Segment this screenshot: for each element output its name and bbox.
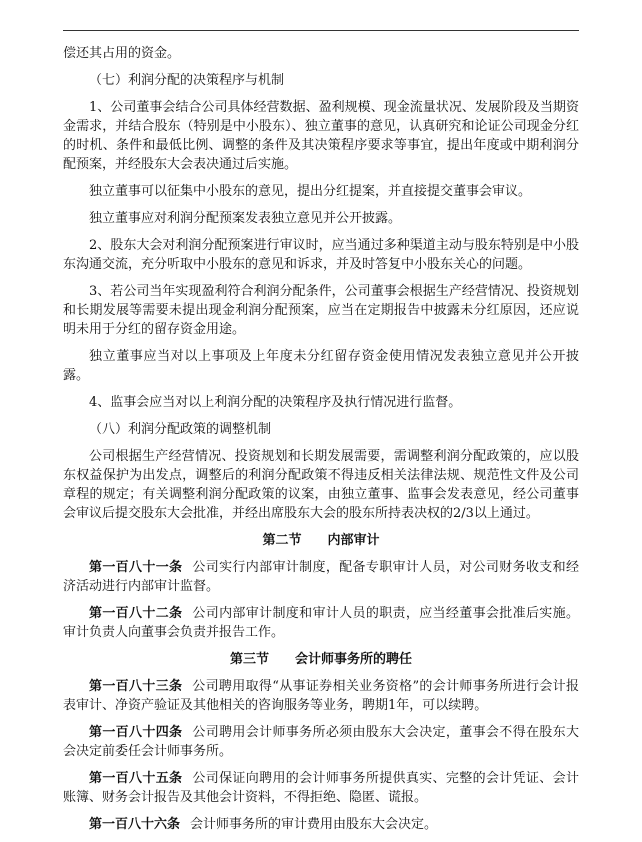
article-183 bbox=[63, 677, 579, 715]
article-181 bbox=[63, 558, 579, 596]
paragraph-item-3: 3、若公司当年实现盈利符合利润分配条件，公司董事会根据生产经营情况、投资规划和长期发展等需要未提出现金利润分配预案，应当在定期报告中披露未分红原因，还应说明未用于分红的留存资金用途。 bbox=[63, 284, 579, 337]
article-text: 公司聘用取得“从事证券相关业务资格”的会计师事务所进行会计报表审计、净资产验证及其他相关的咨询服务等业务，聘期1年，可以续聘。 bbox=[63, 679, 579, 713]
paragraph-item-1: 1、公司董事会结合公司具体经营数据、盈利规模、现金流量状况、发展阶段及当期资金需求，并结合股东（特别是中小股东）、独立董事的意见，认真研究和论证公司现金分红的时机、条件和最低比例、调整的条件及其决策程序要求等事宜，提出年度或中期利润分配预案，并经股东大会表决通过后实施。 bbox=[63, 100, 579, 172]
header-rule bbox=[63, 30, 579, 31]
paragraph-independent-director-opinion: 独立董事应对利润分配预案发表独立意见并公开披露。 bbox=[89, 211, 402, 226]
article-text: 公司聘用会计师事务所必须由股东大会决定，董事会不得在股东大会决定前委任会计师事务所。 bbox=[63, 725, 579, 759]
section-heading-accounting-firm bbox=[63, 650, 579, 669]
article-182 bbox=[63, 604, 579, 642]
article-186 bbox=[63, 815, 579, 834]
article-number: 第一百八十六条 bbox=[89, 817, 181, 832]
article-number: 第一百八十三条 bbox=[89, 679, 183, 694]
article-text: 公司内部审计制度和审计人员的职责，应当经董事会批准后实施。审计负责人向董事会负责并报告工作。 bbox=[63, 606, 579, 640]
article-number: 第一百八十五条 bbox=[89, 771, 183, 786]
article-number: 第一百八十四条 bbox=[89, 725, 183, 740]
paragraph-retained-funds-opinion: 独立董事应当对以上事项及上年度未分红留存资金使用情况发表独立意见并公开披露。 bbox=[63, 349, 579, 383]
article-number: 第一百八十二条 bbox=[89, 606, 183, 621]
section-title: 内部审计 bbox=[327, 533, 380, 548]
paragraph-item-4: 4、监事会应当对以上利润分配的决策程序及执行情况进行监督。 bbox=[89, 395, 462, 410]
section-title: 会计师事务所的聘任 bbox=[295, 652, 413, 667]
article-text: 公司实行内部审计制度，配备专职审计人员，对公司财务收支和经济活动进行内部审计监督。 bbox=[63, 560, 579, 594]
article-number: 第一百八十一条 bbox=[89, 560, 183, 575]
article-text: 会计师事务所的审计费用由股东大会决定。 bbox=[190, 817, 438, 832]
section-number: 第三节 bbox=[229, 652, 269, 667]
subheading-decision-procedure: （七）利润分配的决策程序与机制 bbox=[89, 73, 285, 88]
article-184 bbox=[63, 723, 579, 761]
paragraph-independent-director-proposal: 独立董事可以征集中小股东的意见，提出分红提案，并直接提交董事会审议。 bbox=[89, 184, 532, 199]
section-number: 第二节 bbox=[262, 533, 302, 548]
paragraph-item-2: 2、股东大会对利润分配预案进行审议时，应当通过多种渠道主动与股东特别是中小股东沟通交流，充分听取中小股东的意见和诉求，并及时答复中小股东关心的问题。 bbox=[63, 238, 579, 272]
paragraph-adjustment: 公司根据生产经营情况、投资规划和长期发展需要，需调整利润分配政策的，应以股东权益保护为出发点，调整后的利润分配政策不得违反相关法律法规、规范性文件及公司章程的规定；有关调整利润分配政策的议案，由独立董事、监事会发表意见，经公司董事会审议后提交股东大会批准，并经出席股东大会的股东所持表决权的2/3以上通过。 bbox=[63, 449, 579, 521]
section-heading-internal-audit bbox=[63, 531, 579, 550]
article-text: 公司保证向聘用的会计师事务所提供真实、完整的会计凭证、会计账簿、财务会计报告及其他会计资料，不得拒绝、隐匿、谎报。 bbox=[63, 771, 579, 805]
article-185 bbox=[63, 769, 579, 807]
document-body bbox=[63, 44, 579, 842]
paragraph-continuation: 偿还其占用的资金。 bbox=[63, 46, 181, 61]
subheading-adjustment-mechanism: （八）利润分配政策的调整机制 bbox=[89, 422, 272, 437]
